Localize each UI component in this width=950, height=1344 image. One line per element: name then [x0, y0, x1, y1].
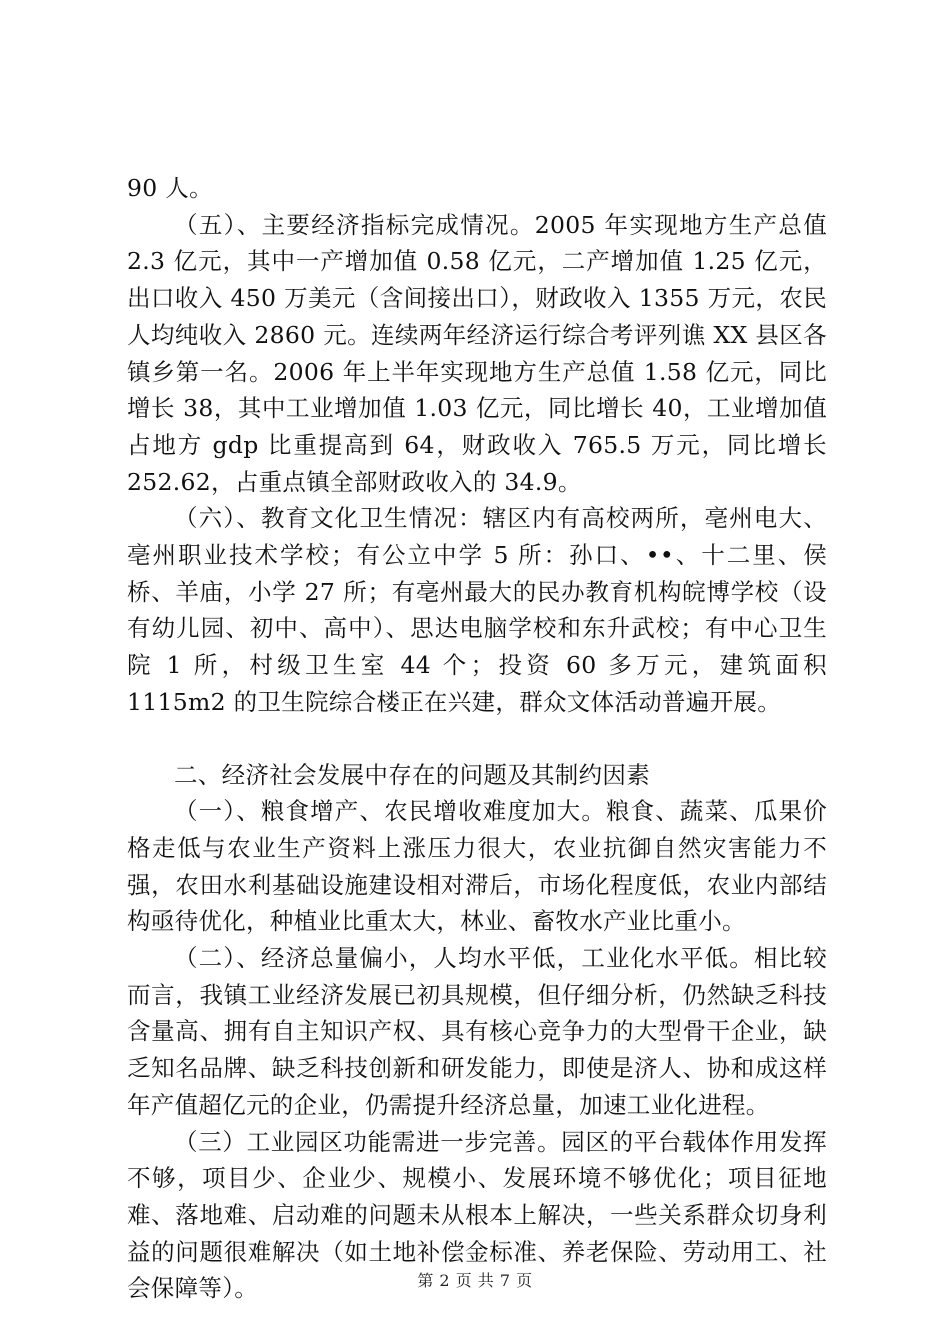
paragraph-continuation: 90 人。 — [127, 174, 213, 202]
page-footer: 第 2 页 共 7 页 — [417, 1271, 533, 1290]
paragraph-problem-1: （一）、粮食增产、农民增收难度加大。粮食、蔬菜、瓜果价格走低与农业生产资料上涨压力很大，农业抗御自然灾害能力不强，农田水利基础设施建设相对滞后，市场化程度低，农业内部结构亟待优化，种植业比重太大，林业、畜牧水产业比重小。 — [127, 797, 827, 936]
section-heading: 二、经济社会发展中存在的问题及其制约因素 — [174, 760, 650, 789]
paragraph-education-culture-health: （六）、教育文化卫生情况：辖区内有高校两所，亳州电大、亳州职业技术学校；有公立中学 5 所：孙口、••、十二里、侯桥、羊庙，小学 27 所；有亳州最大的民办教育机构皖博学校（设有幼儿园、初中、高中）、思达电脑学校和东升武校；有中心卫生院 1 所，村级卫生室 44 个；投资 60 多万元，建筑面积 1115m2 的卫生院综合楼正在兴建，群众文体活动普遍开展。 — [127, 504, 827, 716]
paragraph-economic-indicators: （五）、主要经济指标完成情况。2005 年实现地方生产总值 2.3 亿元，其中一产增加值 0.58 亿元，二产增加值 1.25 亿元，出口收入 450 万美元（含间接出口），财政收入 1355 万元，农民人均纯收入 2860 元。连续两年经济运行综合考评列谯 XX 县区各镇乡第一名。2006 年上半年实现地方生产总值 1.58 亿元，同比增长 38，其中工业增加值 1.03 亿元，同比增长 40，工业增加值占地方 gdp 比重提高到 64，财政收入 765.5 万元，同比增长 252.62，占重点镇全部财政收入的 34.9。 — [127, 210, 827, 496]
document-body — [127, 170, 827, 1307]
paragraph-gap — [127, 721, 827, 757]
paragraph-problem-2: （二）、经济总量偏小，人均水平低，工业化水平低。相比较而言，我镇工业经济发展已初具规模，但仔细分析，仍然缺乏科技含量高、拥有自主知识产权、具有核心竞争力的大型骨干企业，缺乏知名品牌、缺乏科技创新和研发能力，即使是济人、协和成这样年产值超亿元的企业，仍需提升经济总量，加速工业化进程。 — [127, 944, 827, 1119]
paragraph-problem-3: （三）工业园区功能需进一步完善。园区的平台载体作用发挥不够，项目少、企业少、规模小、发展环境不够优化；项目征地难、落地难、启动难的问题未从根本上解决，一些关系群众切身利益的问题很难解决（如土地补偿金标准、养老保险、劳动用工、社会保障等）。 — [127, 1127, 827, 1303]
